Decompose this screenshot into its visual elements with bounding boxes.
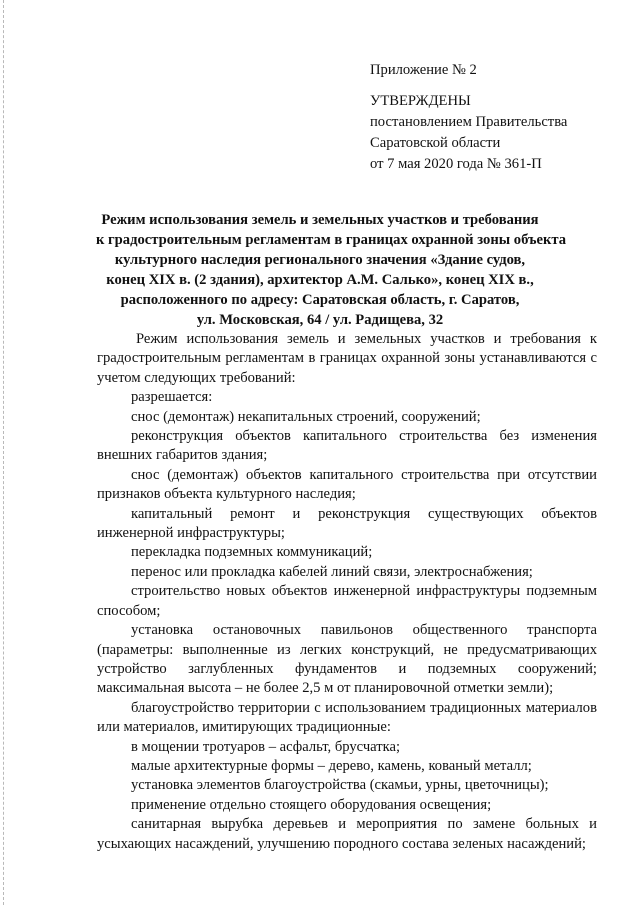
title-line: конец XIX в. (2 здания), архитектор А.М. Салько», конец XIX в., [106,272,534,288]
document-body [97,330,597,854]
body-paragraph: установка элементов благоустройства (скамьи, урны, цветочницы); [131,777,549,794]
approval-line-2: Саратовской области [370,135,501,151]
body-paragraph: перекладка подземных коммуникаций; [131,544,373,561]
title-line: к градостроительным регламентам в границах охранной зоны объекта [96,232,567,248]
body-paragraph: применение отдельно стоящего оборудования освещения; [131,796,492,813]
body-paragraph: снос (демонтаж) объектов капитального строительства при отсутствии признаков объекта культурного наследия; [97,466,597,503]
body-paragraph: в мощении тротуаров – асфальт, брусчатка; [131,738,401,755]
binding-margin-line [3,0,4,905]
body-paragraph: перенос или прокладка кабелей линий связи, электроснабжения; [131,563,533,580]
title-line: культурного наследия регионального значения «Здание судов, [114,252,526,268]
body-paragraph: реконструкция объектов капитального строительства без изменения внешних габаритов здания; [97,428,597,464]
title-line: Режим использования земель и земельных участков и требования [101,212,539,228]
title-line: ул. Московская, 64 / ул. Радищева, 32 [196,312,444,328]
title-line: расположенного по адресу: Саратовская область, г. Саратов, [120,292,520,308]
intro-paragraph: Режим использования земель и земельных участков и требования к градостроительным регламентам в границах охранной зоны устанавливаются с учетом следующих требований: [97,331,597,386]
body-paragraph: разрешается: [131,389,213,406]
approval-line-3: от 7 мая 2020 года № 361-П [370,156,542,172]
body-paragraph: благоустройство территории с использованием традиционных материалов или материалов, имитирующих традиционные: [97,699,597,736]
body-paragraph: санитарная вырубка деревьев и мероприятия по замене больных и усыхающих насаждений, улучшению породного состава зеленых насаждений; [97,816,597,852]
annex-number: Приложение № 2 [370,62,477,78]
body-paragraph: установка остановочных павильонов общественного транспорта (параметры: выполненные из легких конструкций, не предусматривающих устройство заглубленных фундаментов и подземных сооружений; максимальная высота – не более 2,5 м от планировочной отметки земли); [97,622,597,697]
document-title [96,210,567,330]
body-paragraph: капитальный ремонт и реконструкция существующих объектов инженерной инфраструктуры; [97,505,597,542]
body-paragraph: строительство новых объектов инженерной инфраструктуры подземным способом; [97,583,597,619]
approval-block [370,60,620,175]
approval-line-1: постановлением Правительства [370,114,568,130]
body-paragraph: малые архитектурные формы – дерево, камень, кованый металл; [131,757,532,774]
body-paragraph: снос (демонтаж) некапитальных строений, сооружений; [131,408,481,425]
approved-heading: УТВЕРЖДЕНЫ [370,93,471,109]
